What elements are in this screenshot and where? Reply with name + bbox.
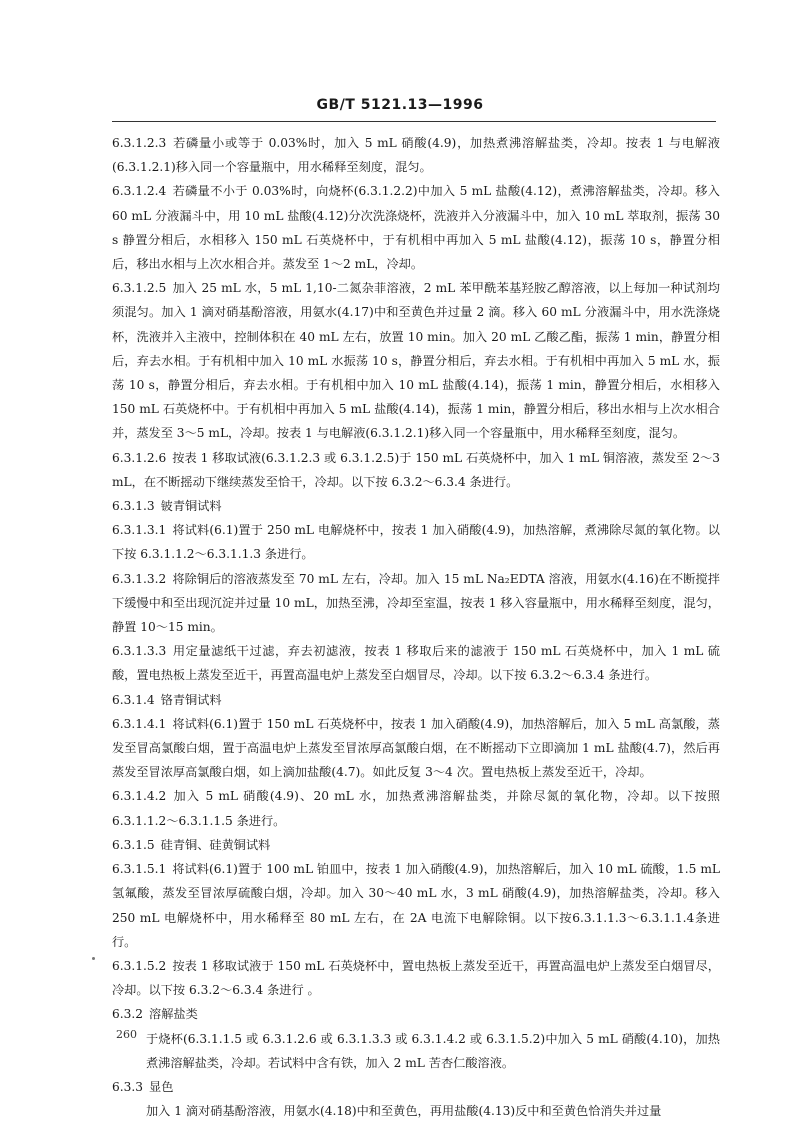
clause-number: 6.3.1.3 <box>112 499 155 514</box>
clause-text: 于烧杯(6.3.1.1.5 或 6.3.1.2.6 或 6.3.1.3.3 或 6.3.1.4.2 或 6.3.1.5.2)中加入 5 mL 硝酸(4.10)，加热煮沸溶解盐类，冷却。若试料中含有铁，加入 2 mL 苦杏仁酸溶液。 <box>146 1031 720 1070</box>
clause-text: 按表 1 移取试液于 150 mL 石英烧杯中，置电热板上蒸发至近干，再置高温电炉上蒸发至白烟冒尽，冷却。以下按 6.3.2～6.3.4 条进行 。 <box>112 958 720 998</box>
clause-number: 6.3.1.5.2 <box>112 958 167 973</box>
clause-number: 6.3.1.4 <box>112 692 155 707</box>
clause-number: 6.3.2 <box>112 1007 144 1022</box>
clause-number: 6.3.1.2.5 <box>112 281 167 296</box>
document-body <box>112 131 720 1123</box>
clause-number: 6.3.1.3.3 <box>112 644 167 659</box>
paragraph <box>112 446 720 494</box>
clause-number: 6.3.1.3.1 <box>112 523 167 538</box>
clause-text: 用定量滤纸干过滤，弃去初滤液，按表 1 移取后来的滤液于 150 mL 石英烧杯中，加入 1 mL 硫酸，置电热板上蒸发至近干，再置高温电炉上蒸发至白烟冒尽，冷却。以下按 6.3.2～6.3.4 条进行。 <box>112 644 720 683</box>
paragraph <box>112 567 720 640</box>
clause-text: 将除铜后的溶液蒸发至 70 mL 左右，冷却。加入 15 mL Na₂EDTA 溶液，用氨水(4.16)在不断搅拌下缓慢中和至出现沉淀并过量 10 mL，加热至沸，冷却至室温，按表 1 移入容量瓶中，用水稀释至刻度，混匀，静置 10～15 min。 <box>112 571 720 635</box>
clause-number: 6.3.1.2.3 <box>112 136 167 150</box>
clause-text: 硅青铜、硅黄铜试料 <box>160 837 271 852</box>
clause-number: 6.3.1.2.6 <box>112 450 167 465</box>
clause-number: 6.3.3 <box>112 1079 144 1094</box>
clause-number: 6.3.1.5.1 <box>112 862 167 877</box>
clause-text: 若磷量小或等于 0.03%时，加入 5 mL 硝酸(4.9)，加热煮沸溶解盐类，冷却。按表 1 与电解液(6.3.1.2.1)移入同一个容量瓶中，用水稀释至刻度，混匀。 <box>112 136 720 175</box>
paragraph <box>112 784 720 832</box>
paragraph <box>112 179 720 276</box>
clause-text: 铍青铜试料 <box>160 499 222 514</box>
paragraph <box>112 712 720 785</box>
paragraph <box>112 131 720 179</box>
paragraph <box>112 276 720 445</box>
paragraph <box>112 639 720 687</box>
paragraph <box>112 954 720 1002</box>
header-rule <box>112 121 716 122</box>
clause-text: 将试料(6.1)置于 150 mL 石英烧杯中，按表 1 加入硝酸(4.9)，加热溶解后，加入 5 mL 高氯酸，蒸发至冒高氯酸白烟，置于高温电炉上蒸发至冒浓厚高氯酸白烟，在不断摇动下立即滴加 1 mL 盐酸(4.7)，然后再蒸发至冒浓厚高氯酸白烟，如上滴加盐酸(4.7)。如此反复 3～4 次。置电热板上蒸发至近干，冷却。 <box>112 716 720 780</box>
clause-text: 加入 1 滴对硝基酚溶液，用氨水(4.18)中和至黄色，再用盐酸(4.13)反中和至黄色恰消失并过量 <box>146 1104 662 1119</box>
paragraph <box>112 857 720 954</box>
page-number: 260 <box>116 1028 137 1041</box>
clause-text: 溶解盐类 <box>149 1007 198 1022</box>
clause-text: 加入 25 mL 水，5 mL 1,10-二氮杂菲溶液，2 mL 苯甲酰苯基羟胺乙醇溶液，以上每加一种试剂均须混匀。加入 1 滴对硝基酚溶液，用氨水(4.17)中和至黄色并过量 2 滴。移入 60 mL 分液漏斗中，用水洗涤烧杯，洗液并入主液中，控制体积在 40 mL 左右，放置 10 min。加入 20 mL 乙酸乙酯，振荡 1 min，静置分相后，弃去水相。于有机相中加入 10 mL 水振荡 10 s，静置分相后，弃去水相。于有机相中再加入 5 mL 水，振荡 10 s，静置分相后，弃去水相。于有机相中加入 10 mL 盐酸(4.14)，振荡 1 min，静置分相后，水相移入 150 mL 石英烧杯中。于有机相中再加入 5 mL 盐酸(4.14)，振荡 1 min，静置分相后，移出水相与上次水相合并，蒸发至 3～5 mL，冷却。按表 1 与电解液(6.3.1.2.1)移入同一个容量瓶中，用水稀释至刻度，混匀。 <box>112 281 720 441</box>
clause-text: 将试料(6.1)置于 100 mL 铂皿中，按表 1 加入硝酸(4.9)，加热溶解后，加入 10 mL 硫酸，1.5 mL 氢氟酸，蒸发至冒浓厚硫酸白烟，冷却。加入 30～40 mL 水，3 mL 硝酸(4.9)，加热溶解盐类，冷却。移入 250 mL 电解烧杯中，用水稀释至 80 mL 左右，在 2A 电流下电解除铜。以下按6.3.1.1.3～6.3.1.1.4条进行。 <box>112 862 720 949</box>
section-heading <box>112 688 720 712</box>
clause-text: 显色 <box>149 1079 174 1094</box>
section-heading <box>112 1002 720 1026</box>
clause-number: 6.3.1.5 <box>112 837 155 852</box>
scan-speck <box>92 957 95 960</box>
clause-number: 6.3.1.3.2 <box>112 571 167 586</box>
clause-text: 若磷量不小于 0.03%时，向烧杯(6.3.1.2.2)中加入 5 mL 盐酸(4.12)，煮沸溶解盐类，冷却。移入 60 mL 分液漏斗中，用 10 mL 盐酸(4.12)分次洗涤烧杯，洗液并入分液漏斗中，加入 10 mL 萃取剂，振荡 30 s 静置分相后，水相移入 150 mL 石英烧杯中，于有机相中再加入 5 mL 盐酸(4.12)，振荡 10 s，静置分相后，移出水相与上次水相合并。蒸发至 1～2 mL，冷却。 <box>112 184 720 272</box>
section-heading <box>112 494 720 518</box>
standard-header: GB/T 5121.13—1996 <box>316 97 484 113</box>
clause-text: 按表 1 移取试液(6.3.1.2.3 或 6.3.1.2.5)于 150 mL 石英烧杯中，加入 1 mL 铜溶液，蒸发至 2～3 mL，在不断摇动下继续蒸发至恰干，冷却。以下按 6.3.2～6.3.4 条进行。 <box>112 450 720 489</box>
clause-text: 加入 5 mL 硝酸(4.9)、20 mL 水，加热煮沸溶解盐类，并除尽氮的氧化物，冷却。以下按照 6.3.1.1.2～6.3.1.1.5 条进行。 <box>112 789 720 828</box>
paragraph <box>112 1099 720 1123</box>
clause-number: 6.3.1.2.4 <box>112 184 167 199</box>
clause-number: 6.3.1.4.1 <box>112 716 167 731</box>
clause-text: 将试料(6.1)置于 250 mL 电解烧杯中，按表 1 加入硝酸(4.9)，加热溶解，煮沸除尽氮的氧化物。以下按 6.3.1.1.2～6.3.1.1.3 条进行。 <box>112 523 720 562</box>
paragraph <box>112 1027 720 1075</box>
clause-text: 铬青铜试料 <box>160 692 222 707</box>
section-heading <box>112 833 720 857</box>
paragraph <box>112 518 720 566</box>
clause-number: 6.3.1.4.2 <box>112 789 167 804</box>
